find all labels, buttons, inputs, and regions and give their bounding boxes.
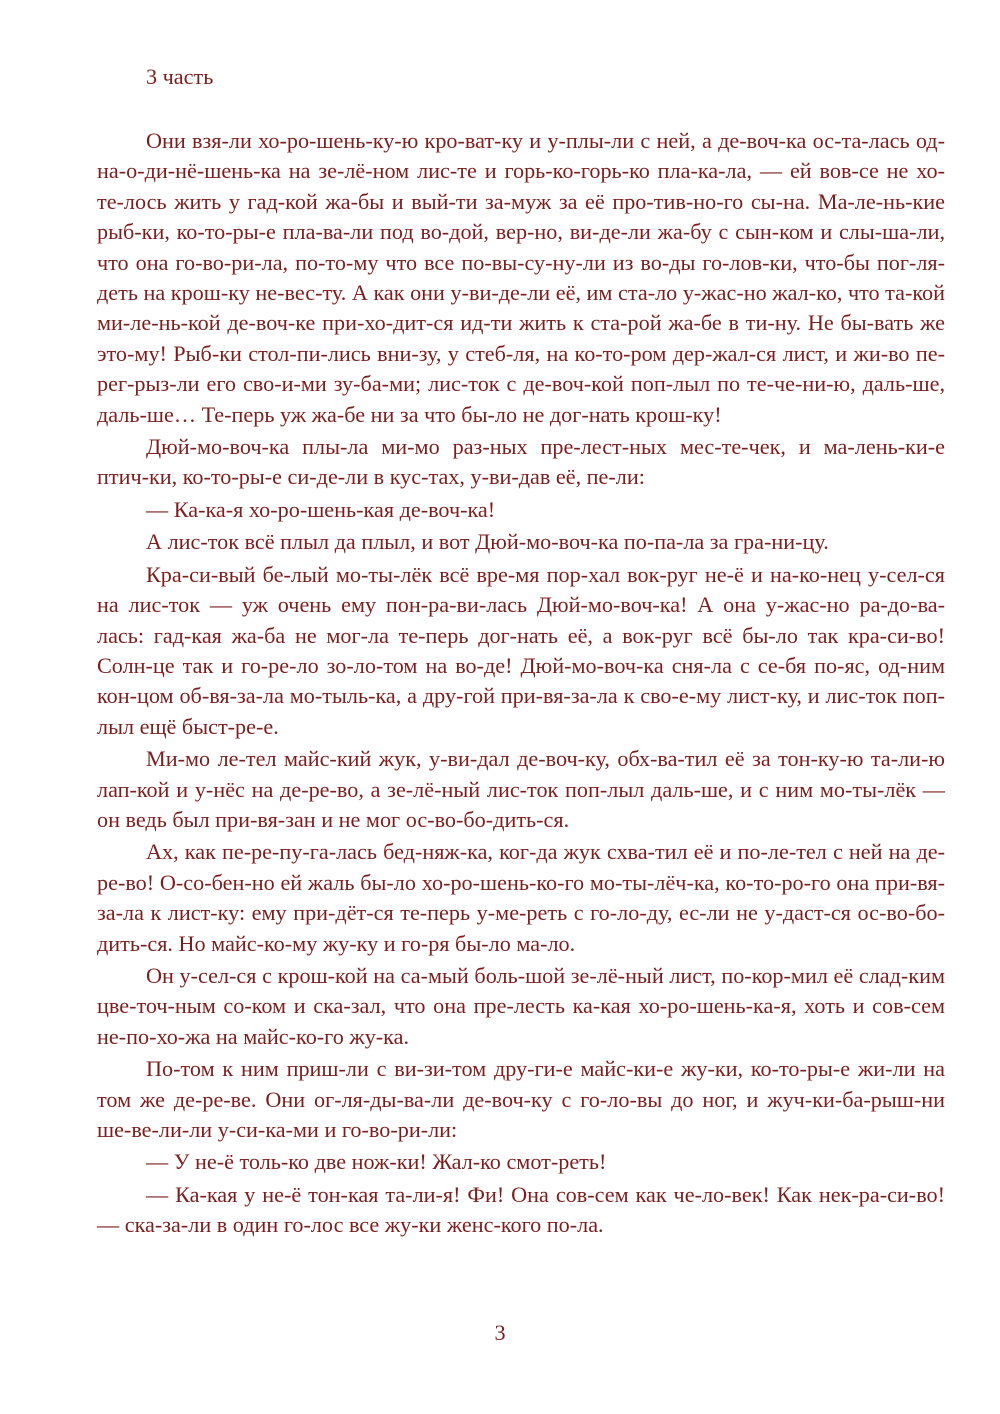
paragraph: — У не-ё толь-ко две нож-ки! Жал-ко смот-реть!: [146, 1149, 607, 1175]
paragraph: По-том к ним приш-ли с ви-зи-том дру-ги-е майс-ки-е жу-ки, ко-то-ры-е жи-ли на том же де-ре-ве. Они ог-ля-ды-ва-ли де-воч-ку с го-ло-вы до ног, и жуч-ки-ба-рыш-ни ше-ве-ли-ли у-си-ка-ми и го-во-ри-ли:: [97, 1056, 945, 1142]
page-number: 3: [494, 1320, 506, 1345]
paragraph: Дюй-мо-воч-ка плы-ла ми-мо раз-ных пре-лест-ных мес-те-чек, и ма-лень-ки-е птич-ки, ко-то-ры-е си-де-ли в кус-тах, у-ви-дав её, пе-ли:: [97, 434, 945, 490]
paragraph: Ми-мо ле-тел майс-кий жук, у-ви-дал де-воч-ку, обх-ва-тил её за тон-ку-ю та-ли-ю лап-кой и у-нёс на де-ре-во, а зе-лё-ный лис-ток поп-лыл даль-ше, и с ним мо-ты-лёк — он ведь был при-вя-зан и не мог ос-во-бо-дить-ся.: [97, 746, 945, 832]
paragraph: — Ка-ка-я хо-ро-шень-кая де-воч-ка!: [146, 496, 496, 522]
body-text: [97, 126, 945, 1241]
paragraph: Кра-си-вый бе-лый мо-ты-лёк всё вре-мя пор-хал вок-руг не-ё и на-ко-нец у-сел-ся на лис-ток — уж очень ему пон-ра-ви-лась Дюй-мо-воч-ка! А она у-жас-но ра-до-ва-лась: гад-кая жа-ба не мог-ла те-перь дог-нать её, а вок-руг всё бы-ло так кра-си-во! Солн-це так и го-ре-ло зо-ло-том на во-де! Дюй-мо-воч-ка сня-ла с се-бя по-яс, од-ним кон-цом об-вя-за-ла мо-тыль-ка, а дру-гой при-вя-за-ла к сво-е-му лист-ку, и лис-ток поп-лыл ещё быст-ре-е.: [97, 561, 945, 739]
paragraph: Он у-сел-ся с крош-кой на са-мый боль-шой зе-лё-ный лист, по-кор-мил её слад-ким цве-точ-ным со-ком и ска-зал, что она пре-лесть ка-кая хо-ро-шень-ка-я, хоть и сов-сем не-по-хо-жа на майс-ко-го жу-ка.: [97, 962, 945, 1049]
paragraph: — Ка-кая у не-ё тон-кая та-ли-я! Фи! Она сов-сем как че-ло-век! Как нек-ра-си-во! — ска-за-ли в один го-лос все жу-ки женс-кого по-ла.: [97, 1181, 945, 1238]
paragraph: А лис-ток всё плыл да плыл, и вот Дюй-мо-воч-ка по-па-ла за гра-ни-цу.: [146, 529, 829, 555]
paragraph: Ах, как пе-ре-пу-га-лась бед-няж-ка, ког-да жук схва-тил её и по-ле-тел с ней на де-ре-во! О-со-бен-но ей жаль бы-ло хо-ро-шень-ко-го мо-ты-лёч-ка, ко-то-ро-го она при-вя-за-ла к лист-ку: ему при-дёт-ся те-перь у-ме-реть с го-ло-ду, ес-ли не у-даст-ся ос-во-бо-дить-ся. Но майс-ко-му жу-ку и го-ря бы-ло ма-ло.: [97, 839, 945, 956]
paragraph: Они взя-ли хо-ро-шень-ку-ю кро-ват-ку и у-плы-ли с ней, а де-воч-ка ос-та-лась од-на-о-ди-нё-шень-ка на зе-лё-ном лис-те и горь-ко-горь-ко пла-ка-ла, — ей вов-се не хо-те-лось жить у гад-кой жа-бы и вый-ти за-муж за её про-тив-но-го сы-на. Ма-ле-нь-кие рыб-ки, ко-то-ры-е пла-ва-ли под во-дой, вер-но, ви-де-ли жа-бу с сын-ком и слы-ша-ли, что она го-во-ри-ла, по-то-му что все по-вы-су-ну-ли из во-ды го-лов-ки, что-бы пог-ля-деть на крош-ку не-вес-ту. А как они у-ви-де-ли её, им ста-ло у-жас-но жал-ко, что та-кой ми-ле-нь-кой де-воч-ке при-хо-дит-ся ид-ти жить к ста-рой жа-бе в ти-ну. Не бы-вать же это-му! Рыб-ки стол-пи-лись вни-зу, у стеб-ля, на ко-то-ром дер-жал-ся лист, и жи-во пе-рег-рыз-ли его сво-и-ми зу-ба-ми; лис-ток с де-воч-кой поп-лыл по те-че-ни-ю, даль-ше, даль-ше… Те-перь уж жа-бе ни за что бы-ло не дог-нать крош-ку!: [97, 128, 945, 427]
section-heading: 3 часть: [146, 64, 214, 89]
